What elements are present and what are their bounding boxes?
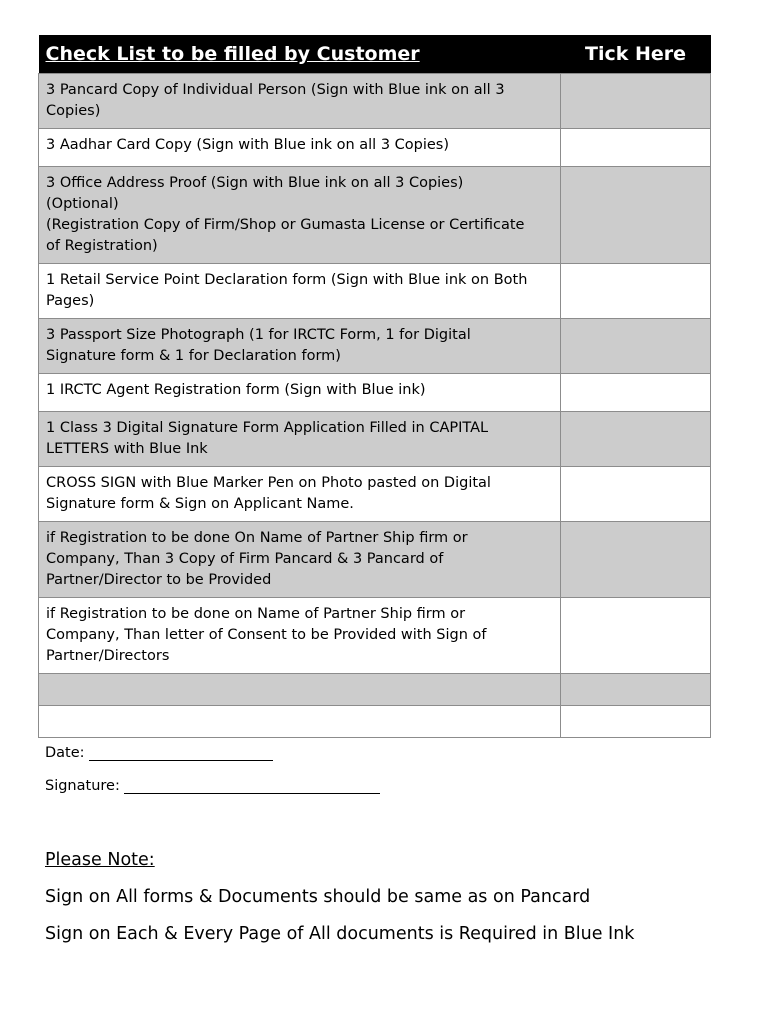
table-row [39,467,711,522]
tick-cell[interactable] [561,129,711,167]
tick-cell[interactable] [561,522,711,598]
note-line-2: Sign on Each & Every Page of All documents is Required in Blue Ink [45,924,635,944]
table-row [39,319,711,374]
item-text-line: LETTERS with Blue Ink [46,441,208,457]
checklist-sheet [38,35,710,738]
item-text-line: 1 Retail Service Point Declaration form (Sign with Blue ink on Both [46,272,528,288]
table-row [39,598,711,674]
table-row [39,412,711,467]
checklist-table [38,35,711,738]
item-cell [39,167,561,264]
item-cell [39,598,561,674]
notes-block [45,850,634,961]
tick-cell[interactable] [561,319,711,374]
tick-cell[interactable] [561,374,711,412]
item-cell [39,412,561,467]
tick-cell[interactable] [561,74,711,129]
item-text-line: Signature form & 1 for Declaration form) [46,348,341,364]
item-cell [39,319,561,374]
signature-label: Signature: [45,778,120,794]
item-text-line: 1 Class 3 Digital Signature Form Application Filled in CAPITAL [46,420,489,436]
signature-row [45,778,380,811]
tick-cell[interactable] [561,264,711,319]
item-cell [39,674,561,706]
tick-here-header: Tick Here [561,35,711,74]
item-text-line: Partner/Director to be Provided [46,572,272,588]
item-text-line: Partner/Directors [46,648,170,664]
sign-off-block [45,745,380,811]
tick-cell[interactable] [561,412,711,467]
table-row [39,264,711,319]
item-text-line: if Registration to be done On Name of Partner Ship firm or [46,530,468,546]
item-text-line: Company, Than 3 Copy of Firm Pancard & 3 Pancard of [46,551,444,567]
date-row [45,745,380,778]
item-cell [39,467,561,522]
item-cell [39,74,561,129]
item-text-line: (Optional) [46,196,119,212]
item-cell [39,129,561,167]
signature-blank-line[interactable] [124,778,380,794]
item-text-line: Pages) [46,293,95,309]
note-line-1: Sign on All forms & Documents should be same as on Pancard [45,887,591,907]
table-row [39,129,711,167]
item-text-line: of Registration) [46,238,158,254]
item-cell [39,264,561,319]
item-text-line: 3 Passport Size Photograph (1 for IRCTC Form, 1 for Digital [46,327,471,343]
date-blank-line[interactable] [89,745,273,761]
checklist-title: Check List to be filled by Customer [39,35,561,74]
tick-cell[interactable] [561,467,711,522]
tick-cell[interactable] [561,674,711,706]
tick-cell[interactable] [561,706,711,738]
date-label: Date: [45,745,85,761]
table-header-row [39,35,711,74]
item-text-line: CROSS SIGN with Blue Marker Pen on Photo pasted on Digital [46,475,491,491]
tick-cell[interactable] [561,167,711,264]
table-row [39,674,711,706]
item-text-line: 3 Pancard Copy of Individual Person (Sign with Blue ink on all 3 [46,82,505,98]
note-heading: Please Note: [45,850,155,870]
item-text-line: 1 IRCTC Agent Registration form (Sign with Blue ink) [46,382,426,398]
item-text-line: if Registration to be done on Name of Partner Ship firm or [46,606,466,622]
checklist-rows [39,74,711,738]
item-text-line: 3 Office Address Proof (Sign with Blue ink on all 3 Copies) [46,175,464,191]
table-row [39,74,711,129]
tick-cell[interactable] [561,598,711,674]
item-text-line: 3 Aadhar Card Copy (Sign with Blue ink on all 3 Copies) [46,137,450,153]
table-row [39,522,711,598]
item-text-line: Signature form & Sign on Applicant Name. [46,496,354,512]
table-row [39,374,711,412]
item-cell [39,706,561,738]
item-text-line: Copies) [46,103,101,119]
item-cell [39,522,561,598]
item-cell [39,374,561,412]
item-text-line: Company, Than letter of Consent to be Provided with Sign of [46,627,487,643]
table-row [39,167,711,264]
item-text-line: (Registration Copy of Firm/Shop or Gumasta License or Certificate [46,217,525,233]
table-row [39,706,711,738]
